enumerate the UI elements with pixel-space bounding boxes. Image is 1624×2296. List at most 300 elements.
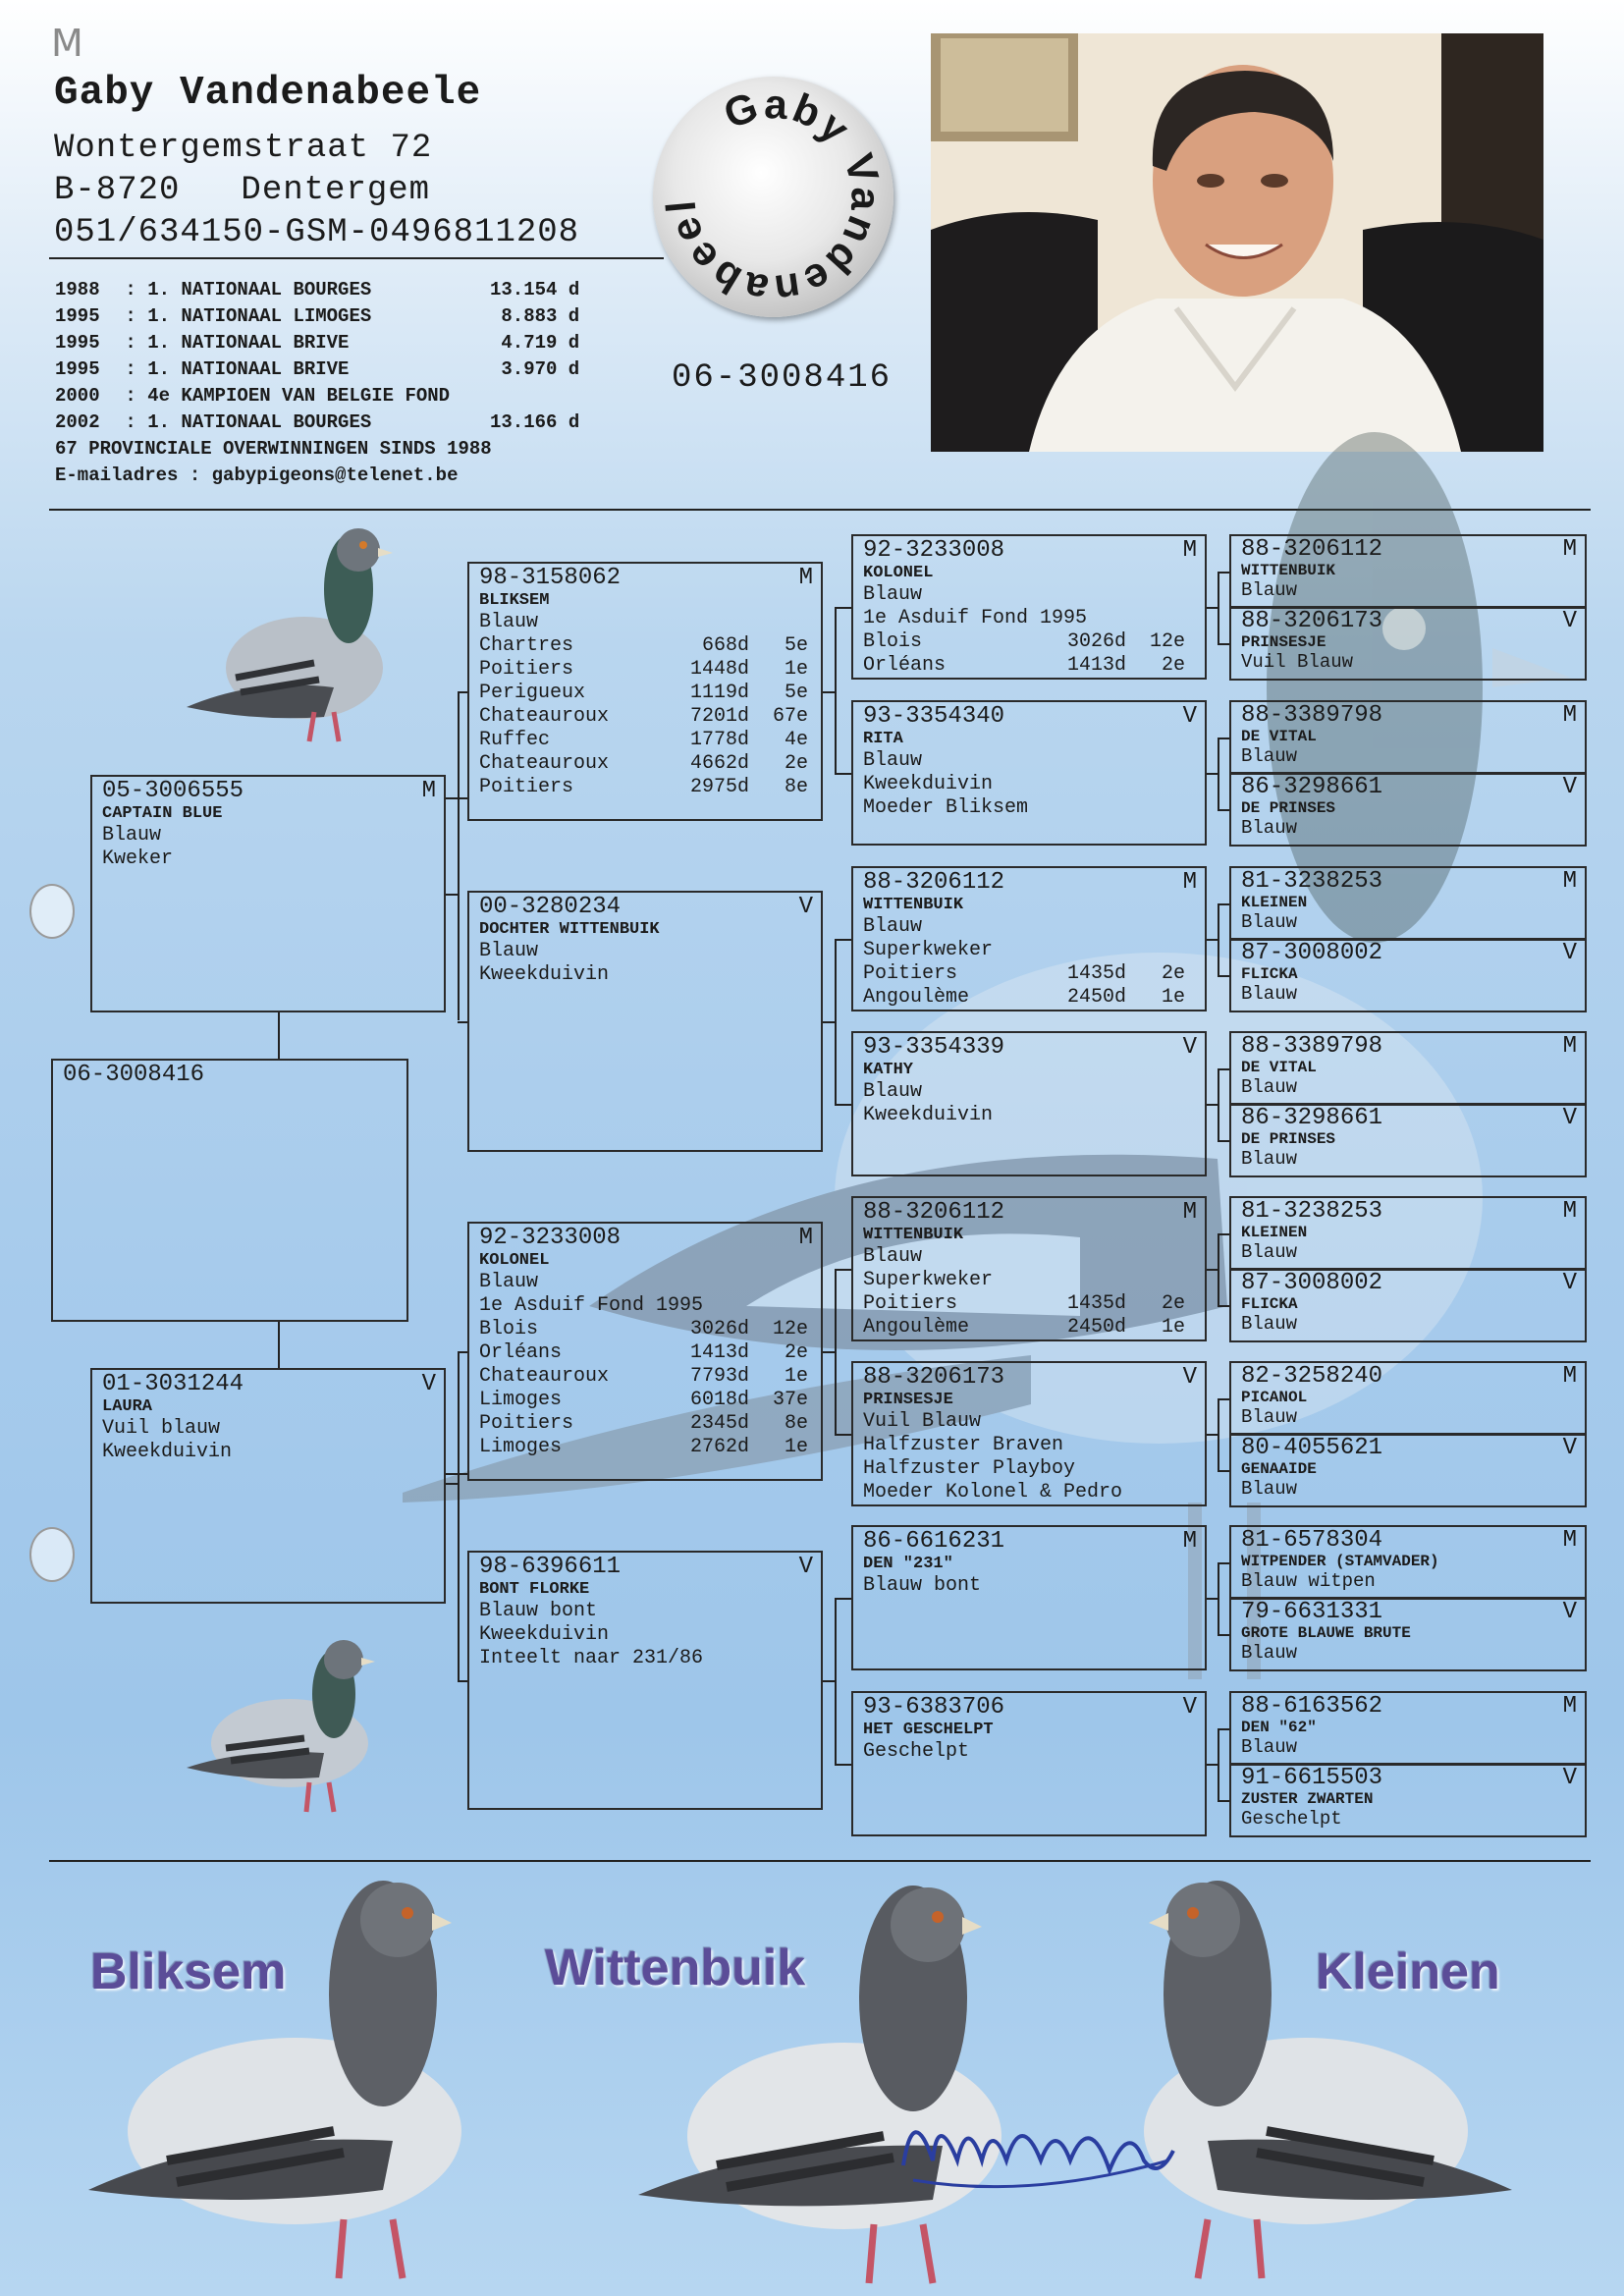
pedigree-box: [1229, 1433, 1587, 1507]
pedigree-pigeon-name: FLICKA: [1241, 965, 1298, 983]
pedigree-color: Blauw: [1241, 911, 1298, 933]
connector-line: [1218, 643, 1229, 645]
pedigree-ring: 88-3206173: [1241, 608, 1383, 634]
pedigree-ring: 93-3354339: [863, 1034, 1005, 1061]
race-rank: 12e: [772, 1318, 808, 1340]
achievement-sep: :: [114, 385, 148, 407]
race-birds: 7201d: [689, 705, 749, 728]
race-rank: 2e: [1161, 654, 1185, 677]
race-place: Limoges: [479, 1436, 563, 1458]
connector-line: [835, 1598, 837, 1764]
connector-line: [835, 1269, 837, 1434]
pedigree-line: Vuil Blauw: [863, 1410, 982, 1433]
race-birds: 2450d: [1066, 1316, 1126, 1339]
pedigree-pigeon-name: FLICKA: [1241, 1295, 1298, 1313]
pedigree-box: [467, 1551, 823, 1810]
pedigree-pigeon-name: GROTE BLAUWE BRUTE: [1241, 1624, 1411, 1642]
connector-line: [1218, 738, 1229, 739]
pedigree-sex: M: [1562, 1198, 1577, 1225]
race-place: Orléans: [479, 1341, 563, 1364]
race-birds: 2450d: [1066, 986, 1126, 1009]
pedigree-ring: 88-3206173: [863, 1364, 1005, 1391]
pedigree-pigeon-name: PRINSESJE: [1241, 633, 1326, 651]
pedigree-color: Blauw: [1241, 1406, 1298, 1428]
pedigree-color: Blauw: [1241, 1478, 1298, 1500]
email-link[interactable]: gabypigeons@telenet.be: [211, 465, 459, 486]
race-rank: 5e: [784, 682, 808, 704]
connector-line: [1218, 1068, 1229, 1070]
race-rank: 2e: [1161, 1292, 1185, 1315]
pedigree-line: Kweekduivin: [863, 773, 994, 795]
pedigree-line: Kweekduivin: [479, 963, 610, 986]
race-rank: 2e: [784, 752, 808, 775]
connector-line: [1207, 773, 1218, 775]
race-place: Poitiers: [479, 776, 574, 798]
pedigree-sex: M: [1562, 1527, 1577, 1554]
pedigree-sex: V: [1182, 1694, 1197, 1721]
pedigree-line: Blauw: [863, 915, 923, 938]
pedigree-ring: 88-3206112: [863, 1199, 1005, 1226]
pigeon-icon-kleinen: [1144, 1881, 1512, 2278]
pedigree-ring: 86-3298661: [1241, 1105, 1383, 1131]
pedigree-sex: V: [1182, 1034, 1197, 1061]
pedigree-ring-row: [863, 1200, 1197, 1226]
pedigree-ring-row: [863, 538, 1197, 564]
achievement-year: 1995: [55, 332, 100, 354]
pedigree-pigeon-name: ZUSTER ZWARTEN: [1241, 1790, 1374, 1808]
punch-hole: [29, 884, 75, 939]
pedigree-ring: 93-6383706: [863, 1694, 1005, 1721]
pedigree-sex: M: [1562, 868, 1577, 895]
pedigree-pigeon-name: DE PRINSES: [1241, 799, 1336, 817]
race-result-row: [479, 1318, 813, 1341]
corner-mark: M: [51, 22, 83, 65]
connector-line: [458, 1351, 467, 1353]
connector-line: [1207, 939, 1218, 941]
owner-postcode: B-8720: [54, 172, 181, 209]
pedigree-pigeon-name: CAPTAIN BLUE: [102, 804, 223, 823]
race-birds: 3026d: [689, 1318, 749, 1340]
pedigree-line: Superkweker: [863, 1269, 994, 1291]
pedigree-ring-row: [1241, 1529, 1577, 1553]
pedigree-line: Blauw: [863, 1245, 923, 1268]
pedigree-box: [1229, 866, 1587, 941]
pedigree-line: 1e Asduif Fond 1995: [479, 1294, 704, 1317]
race-rank: 8e: [784, 1412, 808, 1435]
connector-line: [458, 691, 460, 1020]
pedigree-box: [467, 891, 823, 1152]
achievement-sep: :: [114, 332, 148, 354]
race-result-row: [479, 682, 813, 705]
pedigree-ring-row: [1241, 776, 1577, 799]
race-rank: 12e: [1149, 630, 1185, 653]
race-birds: 1778d: [689, 729, 749, 751]
achievement-birds: 4.719 d: [501, 332, 580, 354]
connector-line: [1218, 1562, 1219, 1634]
pedigree-pigeon-name: DEN "62": [1241, 1719, 1317, 1736]
achievement-sep: :: [114, 411, 148, 433]
pedigree-color: Geschelpt: [1241, 1808, 1342, 1830]
race-rank: 8e: [784, 776, 808, 798]
pedigree-sex: M: [1562, 1033, 1577, 1060]
connector-line: [1218, 1728, 1229, 1730]
achievement-year: 2000: [55, 385, 100, 407]
achievement-sep: :: [114, 279, 148, 301]
race-rank: 4e: [784, 729, 808, 751]
achievement-year: 1995: [55, 305, 100, 327]
connector-line: [835, 607, 851, 609]
pedigree-ring-row: [863, 1695, 1197, 1721]
race-birds: 7793d: [689, 1365, 749, 1388]
pedigree-line: Blauw: [863, 583, 923, 606]
connector-line: [1218, 1398, 1229, 1400]
pedigree-box: [1229, 772, 1587, 847]
race-place: Poitiers: [863, 962, 958, 985]
connector-line: [1218, 975, 1229, 977]
connector-line: [835, 1764, 851, 1766]
race-result-row: [479, 729, 813, 752]
pedigree-ring-row: [863, 870, 1197, 896]
pedigree-box: [851, 1031, 1207, 1176]
race-birds: 1448d: [689, 658, 749, 681]
pedigree-sex: V: [1562, 940, 1577, 966]
race-place: Limoges: [479, 1389, 563, 1411]
pedigree-sex: M: [1562, 702, 1577, 729]
achievement-sep: :: [114, 305, 148, 327]
pedigree-pigeon-name: KOLONEL: [479, 1251, 550, 1270]
connector-line: [458, 1680, 467, 1682]
pedigree-pigeon-name: DE VITAL: [1241, 728, 1317, 745]
connector-line: [1218, 1634, 1229, 1636]
pedigree-line: Moeder Bliksem: [863, 796, 1029, 819]
pedigree-color: Blauw: [1241, 817, 1298, 839]
pedigree-ring: 92-3233008: [479, 1225, 622, 1251]
pedigree-box: [467, 1222, 823, 1481]
pedigree-line: Blauw bont: [479, 1600, 598, 1622]
pedigree-box: [1229, 1525, 1587, 1600]
connector-line: [1218, 1728, 1219, 1800]
pedigree-ring: 79-6631331: [1241, 1599, 1383, 1625]
race-place: Angoulème: [863, 1316, 970, 1339]
pedigree-sex: V: [798, 894, 813, 920]
pedigree-ring-row: [1241, 942, 1577, 965]
pedigree-color: Blauw: [1241, 1313, 1298, 1335]
pedigree-pigeon-name: DOCHTER WITTENBUIK: [479, 920, 660, 939]
pedigree-ring-row: [1241, 1035, 1577, 1059]
pedigree-line: Blauw: [479, 611, 539, 633]
pedigree-color: Blauw: [1241, 1241, 1298, 1263]
connector-line: [458, 1351, 460, 1681]
race-place: Angoulème: [863, 986, 970, 1009]
achievement-year: 1995: [55, 358, 100, 380]
pedigree-ring-row: [1241, 538, 1577, 562]
pedigree-box: [1229, 1268, 1587, 1342]
connector-line: [1218, 1233, 1219, 1305]
race-birds: 1435d: [1066, 962, 1126, 985]
race-birds: 2975d: [689, 776, 749, 798]
pedigree-line: Kweekduivin: [102, 1441, 233, 1463]
pedigree-pigeon-name: WITTENBUIK: [863, 896, 964, 914]
race-result-row: [863, 962, 1197, 986]
connector-line: [458, 1021, 467, 1023]
pedigree-ring-row: [863, 1365, 1197, 1391]
pedigree-line: Moeder Kolonel & Pedro: [863, 1481, 1123, 1503]
race-place: Chateauroux: [479, 705, 610, 728]
race-rank: 2e: [1161, 962, 1185, 985]
pedigree-ring-row: [1241, 1767, 1577, 1790]
pedigree-pigeon-name: WITTENBUIK: [863, 1226, 964, 1244]
pedigree-ring: 98-3158062: [479, 565, 622, 591]
pedigree-sex: M: [798, 1225, 813, 1251]
race-place: Orléans: [863, 654, 947, 677]
pedigree-box: [1229, 1031, 1587, 1106]
connector-line: [1218, 903, 1219, 975]
race-birds: 1413d: [689, 1341, 749, 1364]
achievement-title: 4e KAMPIOEN VAN BELGIE FOND: [147, 385, 451, 407]
pedigree-ring-row: [479, 566, 813, 591]
race-place: Blois: [479, 1318, 539, 1340]
connector-line: [1207, 607, 1218, 609]
race-birds: 2345d: [689, 1412, 749, 1435]
pedigree-ring: 81-3238253: [1241, 868, 1383, 895]
connector-line: [823, 1351, 835, 1353]
pedigree-pigeon-name: DE VITAL: [1241, 1059, 1317, 1076]
connector-line: [446, 1473, 467, 1475]
pedigree-pigeon-name: WITPENDER (STAMVADER): [1241, 1553, 1439, 1570]
pedigree-ring: 98-6396611: [479, 1554, 622, 1580]
race-birds: 1119d: [689, 682, 749, 704]
pedigree-box: [1229, 1196, 1587, 1271]
pedigree-ring: 81-6578304: [1241, 1527, 1383, 1554]
pedigree-ring-row: [479, 1226, 813, 1251]
pedigree-color: Vuil Blauw: [1241, 651, 1354, 673]
pedigree-pigeon-name: BONT FLORKE: [479, 1580, 590, 1599]
pedigree-bottom-divider: [49, 1860, 1591, 1862]
pedigree-sex: V: [1182, 703, 1197, 730]
race-birds: 6018d: [689, 1389, 749, 1411]
race-place: Chartres: [479, 634, 574, 657]
pedigree-line: 1e Asduif Fond 1995: [863, 607, 1088, 629]
email-label: E-mailadres :: [55, 465, 201, 486]
connector-line: [1218, 572, 1219, 643]
pedigree-ring: 87-3008002: [1241, 1270, 1383, 1296]
connector-line: [1207, 1434, 1218, 1436]
pedigree-sex: V: [1182, 1364, 1197, 1391]
connector-line: [1218, 903, 1229, 905]
pedigree-sex: M: [1182, 537, 1197, 564]
connector-line: [1218, 1305, 1229, 1307]
pedigree-ring-row: [1241, 1200, 1577, 1224]
connector-line: [835, 607, 837, 773]
race-result-row: [479, 752, 813, 776]
pedigree-ring-row: [863, 704, 1197, 730]
signature-text: Vandenabeele: [1041, 2170, 1049, 2171]
pedigree-color: Blauw: [1241, 1642, 1298, 1664]
pedigree-pigeon-name: DEN "231": [863, 1555, 953, 1573]
race-birds: 2762d: [689, 1436, 749, 1458]
pedigree-sex: V: [1562, 608, 1577, 634]
pedigree-box: [851, 1361, 1207, 1506]
achievement-title: 1. NATIONAAL LIMOGES: [147, 305, 372, 327]
pedigree-sex: M: [1562, 1363, 1577, 1390]
achievement-year: 1988: [55, 279, 100, 301]
punch-hole: [29, 1527, 75, 1582]
svg-text:Gaby Vandenabeele: Gaby Vandenabeel: [657, 81, 890, 314]
owner-city: Dentergem: [241, 172, 431, 209]
pedigree-color: Blauw: [1241, 983, 1298, 1005]
pedigree-box: [851, 866, 1207, 1011]
race-birds: 1435d: [1066, 1292, 1126, 1315]
race-birds: 3026d: [1066, 630, 1126, 653]
pedigree-line: Blauw: [479, 1271, 539, 1293]
race-result-row: [479, 658, 813, 682]
connector-line: [1218, 1398, 1219, 1470]
race-rank: 1e: [784, 1436, 808, 1458]
pedigree-box: [1229, 1597, 1587, 1671]
pedigree-line: Blauw: [102, 824, 162, 847]
pedigree-ring-row: [863, 1529, 1197, 1555]
pedigree-line: Kweekduivin: [863, 1104, 994, 1126]
race-result-row: [479, 1412, 813, 1436]
pedigree-ring: 86-6616231: [863, 1528, 1005, 1555]
race-place: Perigueux: [479, 682, 586, 704]
race-result-row: [479, 1389, 813, 1412]
connector-line: [446, 1483, 458, 1485]
race-birds: 668d: [701, 634, 749, 657]
subject-ring: 06-3008416: [63, 1062, 205, 1088]
pedigree-line: Vuil blauw: [102, 1417, 221, 1440]
pedigree-box: [1229, 1103, 1587, 1177]
connector-line: [1207, 1269, 1218, 1271]
pedigree-line: Inteelt naar 231/86: [479, 1647, 704, 1669]
pedigree-pigeon-name: KOLONEL: [863, 564, 934, 582]
connector-line: [1218, 1470, 1229, 1472]
pedigree-line: Kweekduivin: [479, 1623, 610, 1646]
race-result-row: [479, 1341, 813, 1365]
pedigree-line: Halfzuster Playboy: [863, 1457, 1076, 1480]
pedigree-line: Geschelpt: [863, 1740, 970, 1763]
subject-ring-number: 06-3008416: [672, 359, 893, 397]
connector-line: [835, 773, 851, 775]
race-place: Chateauroux: [479, 1365, 610, 1388]
race-rank: 1e: [1161, 986, 1185, 1009]
race-rank: 67e: [772, 705, 808, 728]
pedigree-line: Blauw: [863, 1080, 923, 1103]
pedigree-box: [851, 1691, 1207, 1836]
pedigree-sex: V: [1562, 774, 1577, 800]
race-result-row: [863, 1292, 1197, 1316]
race-place: Ruffec: [479, 729, 551, 751]
pedigree-sex: V: [1562, 1435, 1577, 1461]
race-place: Chateauroux: [479, 752, 610, 775]
dam-box: [90, 1368, 446, 1604]
pedigree-pigeon-name: PRINSESJE: [863, 1391, 953, 1409]
connector-line: [1207, 1598, 1218, 1600]
pedigree-box: [1229, 1361, 1587, 1436]
connector-line: [1218, 1800, 1229, 1802]
achievement-title: 1. NATIONAAL BOURGES: [147, 279, 372, 301]
pedigree-ring: 05-3006555: [102, 778, 244, 804]
race-rank: 37e: [772, 1389, 808, 1411]
pedigree-box: [1229, 1691, 1587, 1766]
pedigree-pigeon-name: DE PRINSES: [1241, 1130, 1336, 1148]
pedigree-box: [1229, 1763, 1587, 1837]
pedigree-box: [851, 1196, 1207, 1341]
pedigree-ring: 88-3389798: [1241, 1033, 1383, 1060]
race-birds: 1413d: [1066, 654, 1126, 677]
pedigree-ring: 88-3206112: [1241, 536, 1383, 563]
pedigree-pigeon-name: KLEINEN: [1241, 1224, 1308, 1241]
pedigree-ring-row: [479, 895, 813, 920]
race-rank: 1e: [784, 1365, 808, 1388]
pedigree-ring-row: [1241, 1107, 1577, 1130]
pigeon-icon-bliksem: [88, 1881, 461, 2278]
connector-line: [823, 1021, 835, 1023]
connector-line: [1207, 1764, 1218, 1766]
pedigree-color: Blauw: [1241, 1736, 1298, 1758]
pedigree-ring: 88-3206112: [863, 869, 1005, 896]
pedigree-ring: 86-3298661: [1241, 774, 1383, 800]
pedigree-line: Blauw bont: [863, 1574, 982, 1597]
connector-line: [1218, 738, 1219, 809]
pedigree-box: [851, 1525, 1207, 1670]
pedigree-box: [1229, 700, 1587, 775]
pedigree-line: Blauw: [863, 749, 923, 772]
pedigree-color: Blauw: [1241, 579, 1298, 601]
pedigree-sex: V: [798, 1554, 813, 1580]
pedigree-ring: 88-3389798: [1241, 702, 1383, 729]
pedigree-pigeon-name: KATHY: [863, 1061, 914, 1079]
pedigree-box: [1229, 534, 1587, 609]
pedigree-sex: V: [1562, 1599, 1577, 1625]
achievement-title: 1. NATIONAAL BRIVE: [147, 332, 350, 354]
pedigree-ring-row: [1241, 1601, 1577, 1624]
owner-name: Gaby Vandenabeele: [54, 71, 482, 116]
pedigree-pigeon-name: WITTENBUIK: [1241, 562, 1336, 579]
achievement-birds: 13.154 d: [490, 279, 580, 301]
pedigree-ring-row: [1241, 610, 1577, 633]
pigeon-icon-top: [187, 528, 393, 741]
race-place: Poitiers: [479, 658, 574, 681]
connector-line: [1218, 1562, 1229, 1564]
pedigree-sex: V: [1562, 1765, 1577, 1791]
achievement-birds: 3.970 d: [501, 358, 580, 380]
race-result-row: [479, 705, 813, 729]
pedigree-ring: 80-4055621: [1241, 1435, 1383, 1461]
race-rank: 2e: [784, 1341, 808, 1364]
race-result-row: [479, 1365, 813, 1389]
race-result-row: [863, 986, 1197, 1010]
subject-box: [51, 1059, 408, 1322]
connector-line: [1218, 1140, 1229, 1142]
race-result-row: [863, 630, 1197, 654]
race-place: Poitiers: [863, 1292, 958, 1315]
race-result-row: [863, 1316, 1197, 1339]
pedigree-box: [467, 562, 823, 821]
connector-line: [835, 1434, 851, 1436]
pedigree-ring: 88-6163562: [1241, 1693, 1383, 1720]
pedigree-color: Blauw: [1241, 1148, 1298, 1170]
pedigree-pigeon-name: BLIKSEM: [479, 591, 550, 610]
pedigree-box: [1229, 606, 1587, 681]
pedigree-sex: M: [1182, 1199, 1197, 1226]
pedigree-sex: M: [1182, 869, 1197, 896]
achievement-birds: 13.166 d: [490, 411, 580, 433]
pedigree-ring-row: [1241, 870, 1577, 894]
pedigree-ring-row: [1241, 1272, 1577, 1295]
connector-line: [835, 1269, 851, 1271]
achievement-summary: 67 PROVINCIALE OVERWINNINGEN SINDS 1988: [55, 438, 492, 460]
